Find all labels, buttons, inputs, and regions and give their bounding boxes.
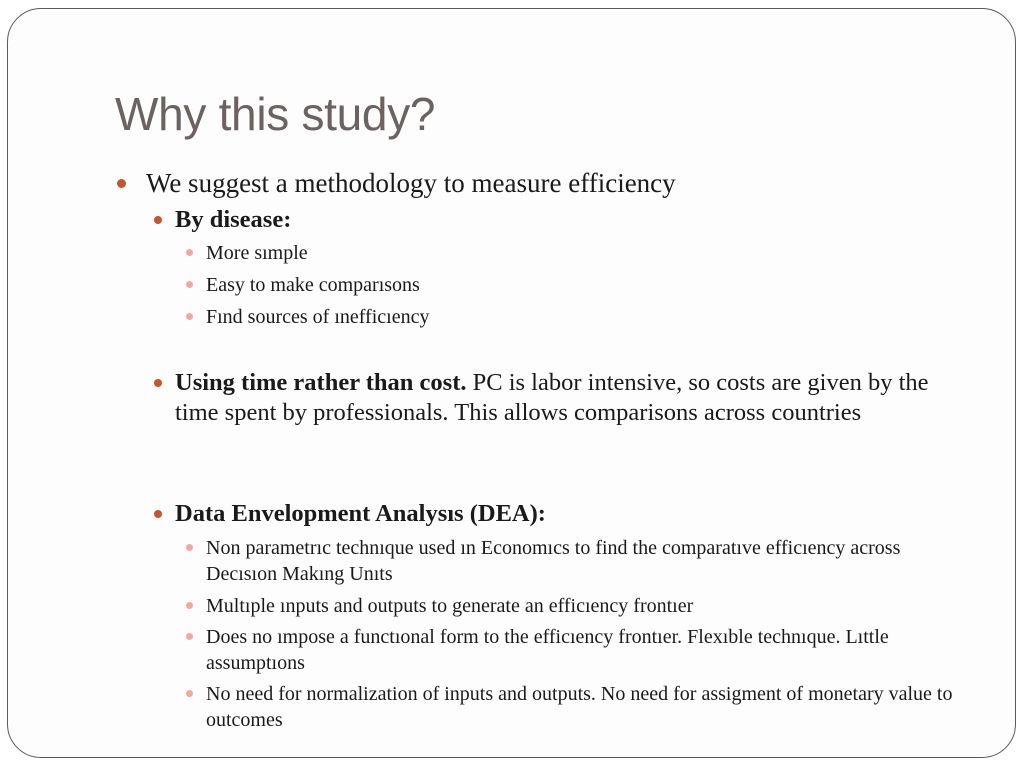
bullet-heading: Data Envelopment Analysıs (DEA):: [175, 500, 546, 527]
bullet-dot-icon: [186, 313, 193, 320]
bullet-dot-icon: [186, 690, 193, 697]
list-item: [206, 304, 966, 330]
bullet-text: We suggest a methodology to measure efficiency: [146, 168, 676, 198]
bullet-dot-icon: [186, 602, 193, 609]
bullet-using-time: [175, 368, 945, 428]
bullet-methodology: [146, 168, 676, 198]
list-item: [206, 624, 906, 676]
slide-body: [8, 9, 1015, 757]
bullet-dot-icon: [186, 249, 193, 256]
list-item-text: More sımple: [206, 242, 308, 264]
bullet-dot-icon: [186, 544, 193, 551]
list-item-text: Fınd sources of ınefficıency: [206, 306, 430, 328]
list-item-text: Multıple ınputs and outputs to generate an efficıency frontıer: [206, 595, 694, 617]
bullet-heading: Using time rather than cost.: [175, 369, 467, 396]
bullet-dot-icon: [186, 281, 193, 288]
bullet-by-disease: [175, 205, 975, 235]
list-item-text: Easy to make comparısons: [206, 274, 420, 296]
bullet-dea: [175, 499, 975, 529]
list-item: [206, 681, 956, 733]
bullet-dot-icon: [154, 379, 162, 387]
slide-title: Why this study?: [115, 88, 436, 140]
list-item-text: Non parametrıc technıque used ın Economıcs to find the comparatıve efficıency across Decısıon Makıng Unıts: [206, 537, 901, 585]
list-item: [206, 272, 966, 298]
bullet-dot-icon: [154, 510, 162, 518]
list-item-text: No need for normalization of inputs and outputs. No need for assigment of monetary value to outcomes: [206, 683, 953, 731]
list-item: [206, 593, 966, 619]
bullet-dot-icon: [154, 216, 162, 224]
list-item: [206, 240, 966, 266]
slide-frame: [7, 8, 1016, 758]
bullet-dot-icon: [186, 633, 193, 640]
bullet-heading: By disease:: [175, 206, 292, 233]
bullet-text: PC is labor intensive, so costs are given by the time spent by professionals. This allows comparisons across countries: [175, 369, 929, 426]
list-item-text: Does no ımpose a functıonal form to the efficıency frontıer. Flexıble technıque. Lıttle assumptıons: [206, 626, 889, 674]
list-item: [206, 535, 921, 587]
bullet-dot-icon: [117, 179, 126, 188]
